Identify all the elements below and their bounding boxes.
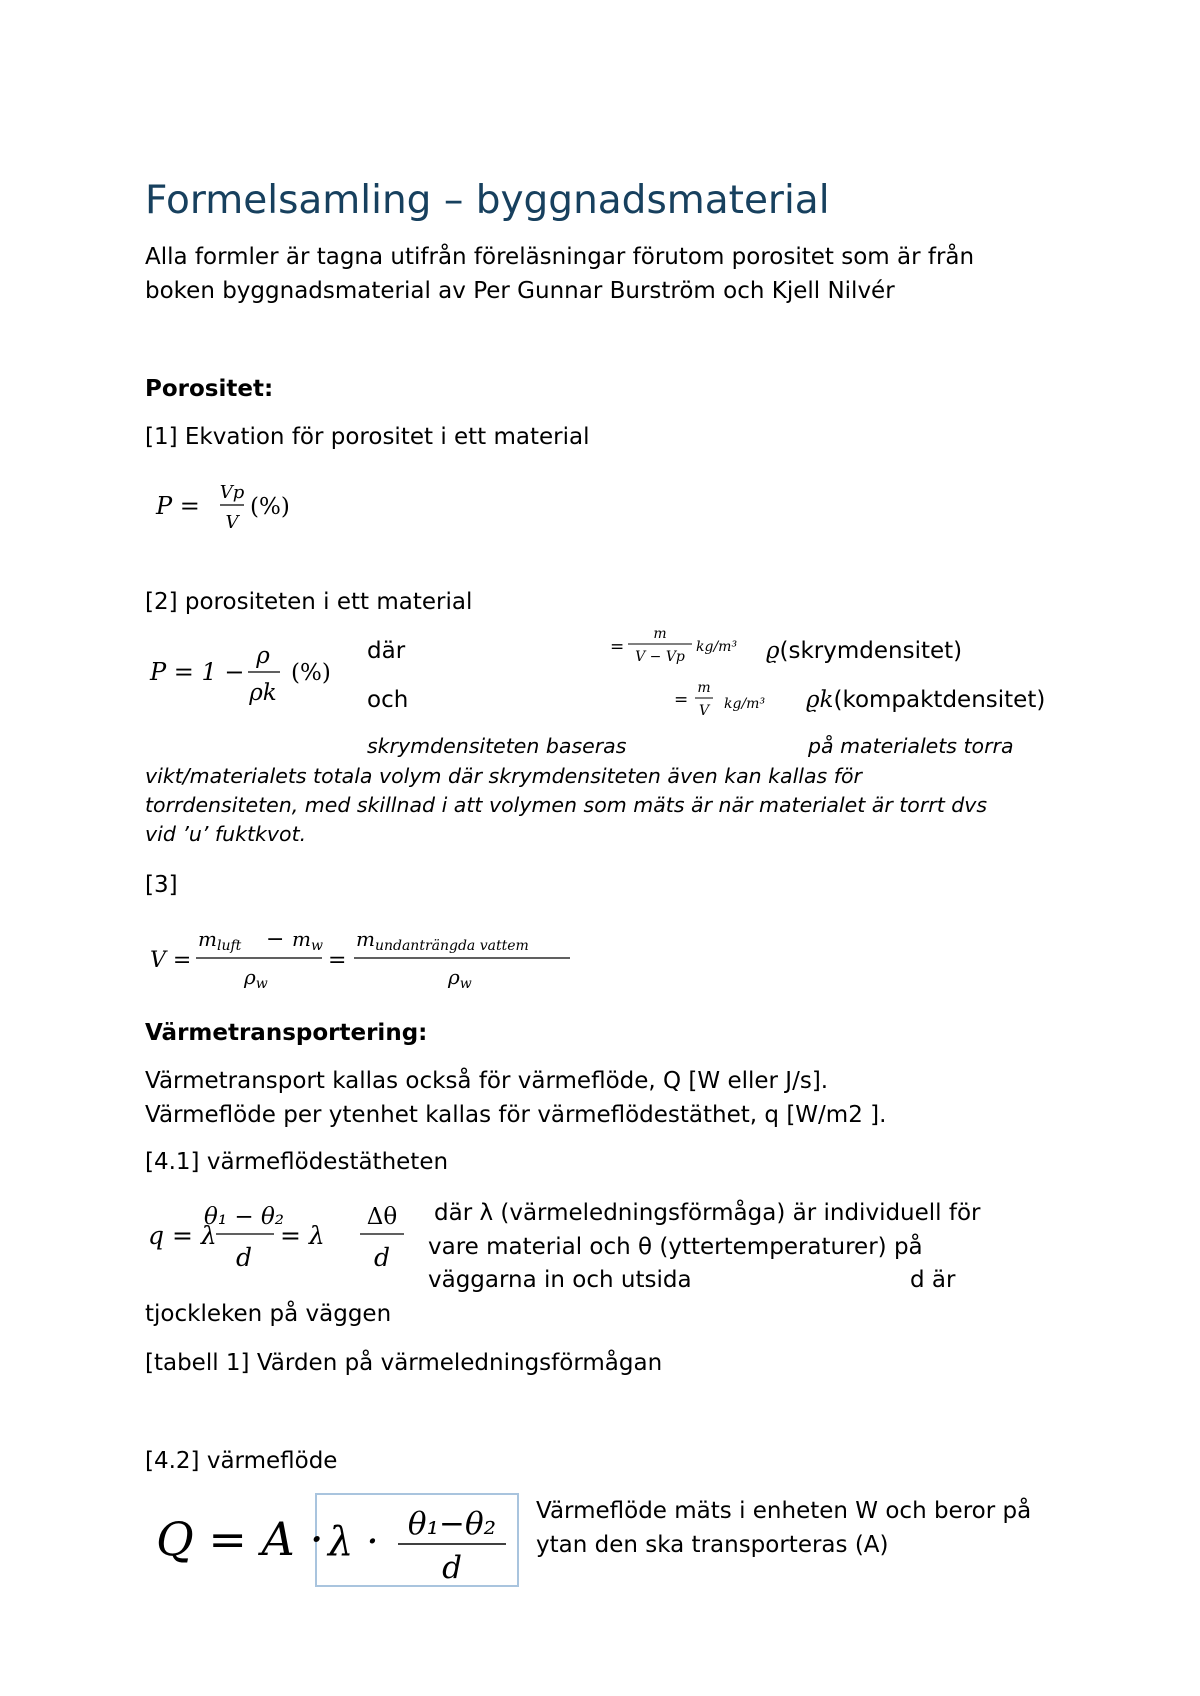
note-part-b: på materialets torra [808,734,1014,758]
rho2-eq: = [674,690,689,710]
eq41-label: [4.1] värmeflödestätheten [145,1149,449,1175]
eq1-numerator: Vp [219,482,245,503]
rho1-eq: = [610,637,625,657]
eq41-desc-4: tjockleken på väggen [145,1301,392,1327]
eq3-den2: $\rho_w$ [448,965,472,992]
eq41-desc-3a: väggarna in och utsida [428,1267,692,1293]
eq41-numerator: θ₁ − θ₂ [203,1204,285,1230]
eq42-desc-2: ytan den ska transporteras (A) [536,1532,889,1558]
eq42-desc-1: Värmeflöde mäts i enheten W och beror på [536,1498,1032,1524]
rho1-denominator: V − Vp [635,649,685,665]
rho2-numerator: m [697,680,711,696]
eq2-denominator: ρk [249,680,277,706]
eq3-eq: = [328,948,347,973]
och-word: och [367,687,409,713]
note-part-a: skrymdensiteten baseras [367,734,627,758]
eq41-numerator-2: Δθ [366,1204,398,1230]
rho1-formula [608,624,758,672]
rho2-denominator: V [698,703,710,719]
eq3-minus: − [266,927,285,952]
eq2-numerator: ρ [256,643,270,669]
eq42-denominator: d [442,1550,462,1586]
rho1-name: (skrymdensitet) [779,638,963,664]
rho2-formula [672,678,792,728]
eq3-lhs: V = [150,948,192,973]
eq42-numerator: θ₁−θ₂ [407,1506,497,1542]
intro-line-1: Alla formler är tagna utifrån föreläsningar förutom porositet som är från [145,244,975,270]
rho1-label [766,634,962,668]
eq2-unit: (%) [291,660,331,686]
equation-1 [150,478,310,538]
rho2-unit: kg/m³ [724,696,766,712]
equation-3 [148,922,588,994]
note-line-2: vikt/materialets totala volym där skrymdensiteten även kan kallas för [145,764,862,788]
rho2-label [806,683,1045,717]
eq3-label: [3] [145,872,178,898]
rho1-unit: kg/m³ [696,639,738,655]
varme-line-1: Värmetransport kallas också för värmeflöde, Q [W eller J/s]. [145,1068,829,1094]
equation-4-1 [148,1196,418,1276]
eq41-denominator: d [235,1243,253,1272]
eq41-denominator-2: d [373,1243,391,1272]
section-heading-varmetransport: Värmetransportering: [145,1020,428,1046]
eq41-desc-1: där λ (värmeledningsförmåga) är individuell för [434,1200,981,1226]
eq3-num1: $m_{luft}$ [198,927,242,954]
section-heading-porositet: Porositet: [145,376,274,402]
table-1-caption: [tabell 1] Värden på värmeledningsförmågan [145,1350,663,1376]
varme-line-2: Värmeflöde per ytenhet kallas för värmeflödestäthet, q [W/m2 ]. [145,1102,887,1128]
note-line-3: torrdensiteten, med skillnad i att volymen som mäts är när materialet är torrt dvs [145,793,988,817]
eq42-label: [4.2] värmeflöde [145,1448,338,1474]
eq41-lhs: q = λ [148,1221,217,1250]
document-title: Formelsamling – byggnadsmaterial [145,178,830,223]
equation-4-2 [150,1492,530,1592]
eq41-desc-3b: d är [910,1267,956,1293]
rho1-symbol: ϱ [766,638,780,664]
eq41-desc-2: vare material och θ (yttertemperaturer) på [428,1234,923,1260]
eq2-lhs: P = 1 − [150,658,245,686]
rho2-name: (kompaktdensitet) [833,687,1046,713]
eq3-den1: $\rho_w$ [244,965,268,992]
note-line-4: vid ’u’ fuktkvot. [145,822,307,846]
eq2-label: [2] porositeten i ett material [145,589,473,615]
eq1-label: [1] Ekvation för porositet i ett material [145,424,590,450]
rho1-numerator: m [653,626,667,642]
eq42-lambda: λ · [328,1519,379,1565]
eq1-denominator: V [225,512,239,533]
eq3-num3: $m_{undanträngda vattem}$ [356,927,529,954]
eq42-lhs: Q = A · [156,1512,324,1566]
rho2-symbol: ϱk [806,687,834,713]
eq3-num2: $m_w$ [292,927,323,954]
eq1-unit: (%) [250,494,290,520]
dar-word: där [367,638,406,664]
intro-line-2: boken byggnadsmaterial av Per Gunnar Burström och Kjell Nilvér [145,278,895,304]
eq1-lhs: P = [156,492,200,520]
equation-2 [148,638,348,718]
eq41-eq: = λ [280,1221,325,1250]
